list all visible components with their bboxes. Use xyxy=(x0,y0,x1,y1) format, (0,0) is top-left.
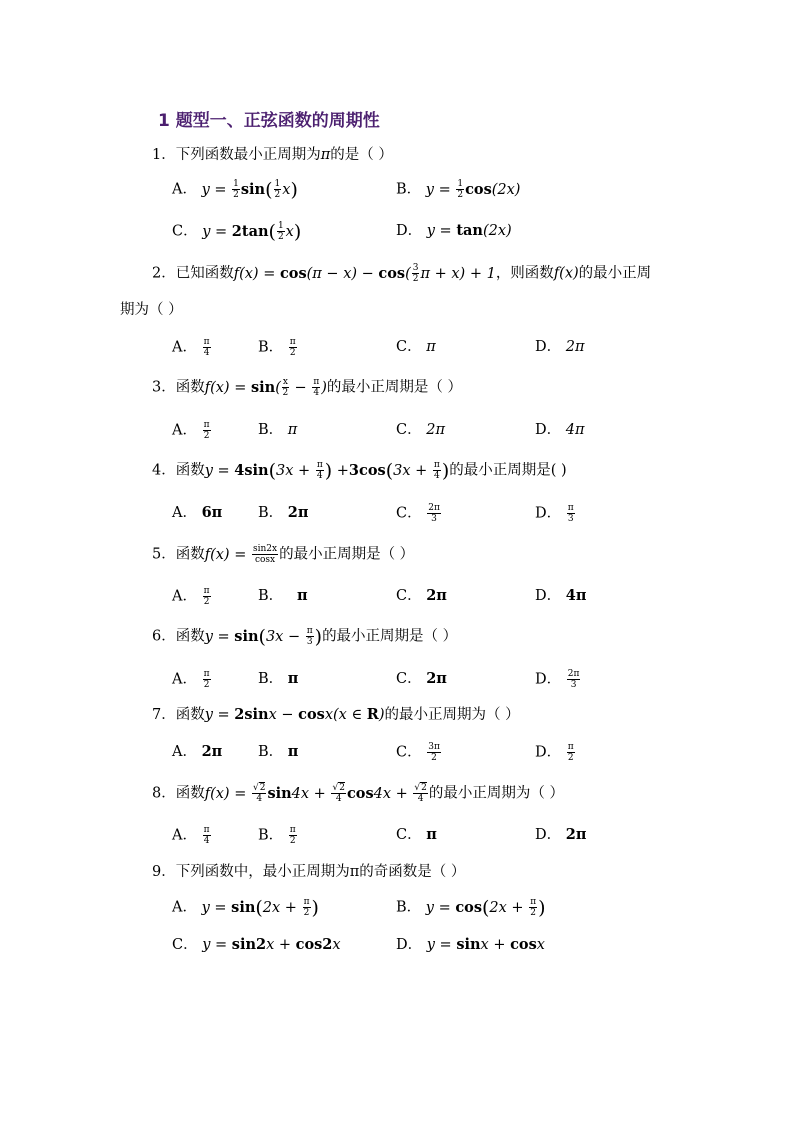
stem-text: 的最小正周期是（ ） xyxy=(279,546,415,563)
option-value: 2π xyxy=(565,826,587,843)
option-value: 6π xyxy=(201,504,223,521)
question-number: 3． xyxy=(152,379,176,396)
stem-text: 函数 xyxy=(175,707,205,723)
question-6-option-b xyxy=(258,669,298,689)
question-2-stem-cont: 期为（ ） xyxy=(120,302,183,318)
question-4-option-a xyxy=(172,503,222,523)
math-expression: y = sin(2x + $\frac{\pi}{2}$ ) xyxy=(201,896,319,919)
option-label: C． xyxy=(172,223,198,240)
option-label: D． xyxy=(535,588,562,604)
pi-symbol: π xyxy=(320,147,331,163)
option-value: 2π xyxy=(201,743,223,760)
section-heading: 1 题型一、正弦函数的周期性 xyxy=(158,111,380,131)
math-expression: y = sin2x + cos2x xyxy=(202,936,341,953)
math-expression: f(x) = sin( $\frac{x}{2}$ − $\frac{\pi}{4}$ ) xyxy=(204,377,327,398)
question-7-option-b xyxy=(258,742,298,762)
question-9-option-c xyxy=(172,935,341,955)
question-8-option-c xyxy=(396,825,437,845)
question-number: 8． xyxy=(152,785,176,802)
question-number: 1． xyxy=(152,147,176,163)
stem-text: ，则函数 xyxy=(495,265,554,282)
pi-symbol: π xyxy=(349,864,360,880)
option-label: B． xyxy=(258,744,284,760)
question-number: 6． xyxy=(152,628,176,645)
option-label: C． xyxy=(396,422,422,438)
question-5-option-a: A． $\frac{\pi}{2}$ xyxy=(172,586,210,607)
option-label: D． xyxy=(535,505,562,522)
stem-text: 的最小正周 xyxy=(578,265,652,282)
question-5-option-c xyxy=(396,586,447,606)
question-8-option-b: B． $\frac{\pi}{2}$ xyxy=(258,825,296,846)
question-3-option-a: A． $\frac{\pi}{2}$ xyxy=(172,420,210,441)
math-expression: y = 2tan( $\frac{1}{2}$ x) xyxy=(202,220,302,243)
question-5-stem xyxy=(152,544,414,565)
option-label: B． xyxy=(258,422,284,438)
question-5-option-d xyxy=(535,586,586,606)
option-label: C． xyxy=(396,339,422,355)
option-value: π xyxy=(287,743,299,760)
question-6-option-c xyxy=(396,669,447,689)
question-8-option-d xyxy=(535,825,586,845)
question-7-option-a xyxy=(172,742,222,762)
option-label: A． xyxy=(172,899,197,916)
math-expression: y = 2sinx − cosx(x ∈ R) xyxy=(204,706,385,723)
option-value: 2π xyxy=(565,339,585,355)
option-label: C． xyxy=(396,744,422,761)
option-value: π xyxy=(426,339,436,355)
math-expression: f(x) = $\frac{\sin 2x}{\cos x}$ xyxy=(204,544,278,565)
option-label: C． xyxy=(172,937,198,953)
option-label: B． xyxy=(258,671,284,687)
option-value: 2π xyxy=(426,670,447,687)
option-label: D． xyxy=(535,827,562,843)
question-1-stem xyxy=(152,145,393,165)
question-5-option-b xyxy=(258,586,308,606)
math-expression: y = sin(3x − $\frac{\pi}{3}$ ) xyxy=(204,625,323,648)
option-label: B． xyxy=(258,339,284,356)
math-expression: y = sinx + cosx xyxy=(426,936,545,953)
question-8-option-a: A． $\frac{\pi}{4}$ xyxy=(172,825,210,846)
option-value: 2π xyxy=(287,504,309,521)
question-2-option-d xyxy=(535,337,585,357)
stem-text: 的最小正周期为（ ） xyxy=(384,707,520,723)
question-7-stem xyxy=(152,705,520,725)
question-1-option-c xyxy=(172,221,301,242)
question-4-option-b xyxy=(258,503,308,523)
option-label: A． xyxy=(172,339,197,356)
option-label: D． xyxy=(396,937,423,953)
question-7-option-d: D． $\frac{\pi}{2}$ xyxy=(535,742,574,763)
question-4-option-d: D． $\frac{\pi}{3}$ xyxy=(535,503,574,524)
stem-text: 下列函数最小正周期为 xyxy=(175,147,321,163)
question-6-stem xyxy=(152,626,457,647)
stem-text: 函数 xyxy=(175,628,205,645)
option-value: 2π xyxy=(426,587,447,604)
option-value: π xyxy=(287,422,298,438)
option-label: A． xyxy=(172,181,197,198)
question-2-stem xyxy=(152,263,651,284)
question-9-option-b xyxy=(396,897,546,918)
option-label: A． xyxy=(172,588,197,605)
question-7-option-c: C． $\frac{3\pi}{2}$ xyxy=(396,742,440,763)
math-expression: f(x) xyxy=(553,265,579,282)
question-2-option-c xyxy=(396,337,436,357)
question-1-option-a xyxy=(172,179,298,200)
option-label: B． xyxy=(258,588,284,604)
question-number: 4． xyxy=(152,462,176,479)
math-expression: y = tan(2x) xyxy=(426,222,512,239)
question-2-option-b: B． $\frac{\pi}{2}$ xyxy=(258,337,296,358)
question-number: 5． xyxy=(152,546,176,563)
stem-text: 的最小正周期是( ) xyxy=(449,462,567,479)
question-6-option-d: D． $\frac{2\pi}{3}$ xyxy=(535,669,580,690)
question-2-option-a: A． $\frac{\pi}{4}$ xyxy=(172,337,210,358)
question-3-option-c xyxy=(396,420,445,440)
stem-text: 的是（ ） xyxy=(330,147,393,163)
question-9-option-a xyxy=(172,897,319,918)
option-label: D． xyxy=(396,223,423,239)
option-label: A． xyxy=(172,671,197,688)
option-label: B． xyxy=(396,899,422,916)
math-expression: y = 4sin(3x + $\frac{\pi}{4}$ ) +3cos(3x + $\frac{\pi}{4}$ ) xyxy=(204,459,450,482)
stem-text: 函数 xyxy=(175,462,205,479)
option-label: C． xyxy=(396,827,422,843)
question-9-stem xyxy=(152,862,465,882)
question-number: 7． xyxy=(152,707,176,723)
option-label: A． xyxy=(172,505,197,521)
stem-text: 函数 xyxy=(175,546,205,563)
option-label: D． xyxy=(535,744,562,761)
option-value: π xyxy=(426,826,437,843)
math-expression: f(x) = cos(π − x) − cos( $\frac{3}{2}$ π + x) + 1 xyxy=(233,263,496,284)
option-label: D． xyxy=(535,339,562,355)
option-label: C． xyxy=(396,505,422,522)
question-1-option-d xyxy=(396,221,512,241)
option-label: B． xyxy=(396,181,422,198)
stem-text: 的最小正周期是（ ） xyxy=(326,379,463,396)
option-value: 4π xyxy=(565,422,585,438)
question-4-stem xyxy=(152,460,567,481)
question-3-option-d xyxy=(535,420,585,440)
question-8-stem xyxy=(152,783,564,804)
option-label: C． xyxy=(396,588,422,604)
question-4-option-c: C． $\frac{2\pi}{3}$ xyxy=(396,503,440,524)
stem-text: 的奇函数是（ ） xyxy=(359,864,466,880)
math-expression: y = cos(2x + $\frac{\pi}{2}$ ) xyxy=(425,896,546,919)
stem-text: 的最小正周期是（ ） xyxy=(322,628,458,645)
stem-text: 已知函数 xyxy=(175,265,234,282)
stem-text: 的最小正周期为（ ） xyxy=(428,785,564,802)
stem-text: 下列函数中，最小正周期为 xyxy=(175,864,350,880)
option-label: B． xyxy=(258,827,284,844)
stem-text: 函数 xyxy=(175,379,205,396)
question-3-stem xyxy=(152,377,462,398)
option-label: B． xyxy=(258,505,284,521)
option-value: 2π xyxy=(426,422,445,438)
option-value: 4π xyxy=(565,587,587,604)
math-expression: f(x) = $\frac{√2}{4}$ sin4x + $\frac{√2}{4}$ cos4x + $\frac{√2}{4}$ xyxy=(204,783,427,804)
option-label: A． xyxy=(172,827,197,844)
option-label: D． xyxy=(535,671,562,688)
question-1-option-b xyxy=(396,179,520,200)
question-number: 2． xyxy=(152,265,176,282)
question-9-option-d xyxy=(396,935,545,955)
question-3-option-b xyxy=(258,420,297,440)
math-expression: y = $\frac{1}{2}$ cos(2x) xyxy=(425,179,521,200)
option-label: D． xyxy=(535,422,562,438)
math-expression: y = $\frac{1}{2}$ sin( $\frac{1}{2}$ x) xyxy=(201,178,298,201)
option-label: C． xyxy=(396,671,422,687)
option-label: A． xyxy=(172,422,197,439)
question-number: 9． xyxy=(152,864,176,880)
option-label: A． xyxy=(172,744,197,760)
option-value: π xyxy=(287,670,299,687)
option-value: π xyxy=(296,587,308,604)
stem-text: 函数 xyxy=(175,785,205,802)
question-6-option-a: A． $\frac{\pi}{2}$ xyxy=(172,669,210,690)
